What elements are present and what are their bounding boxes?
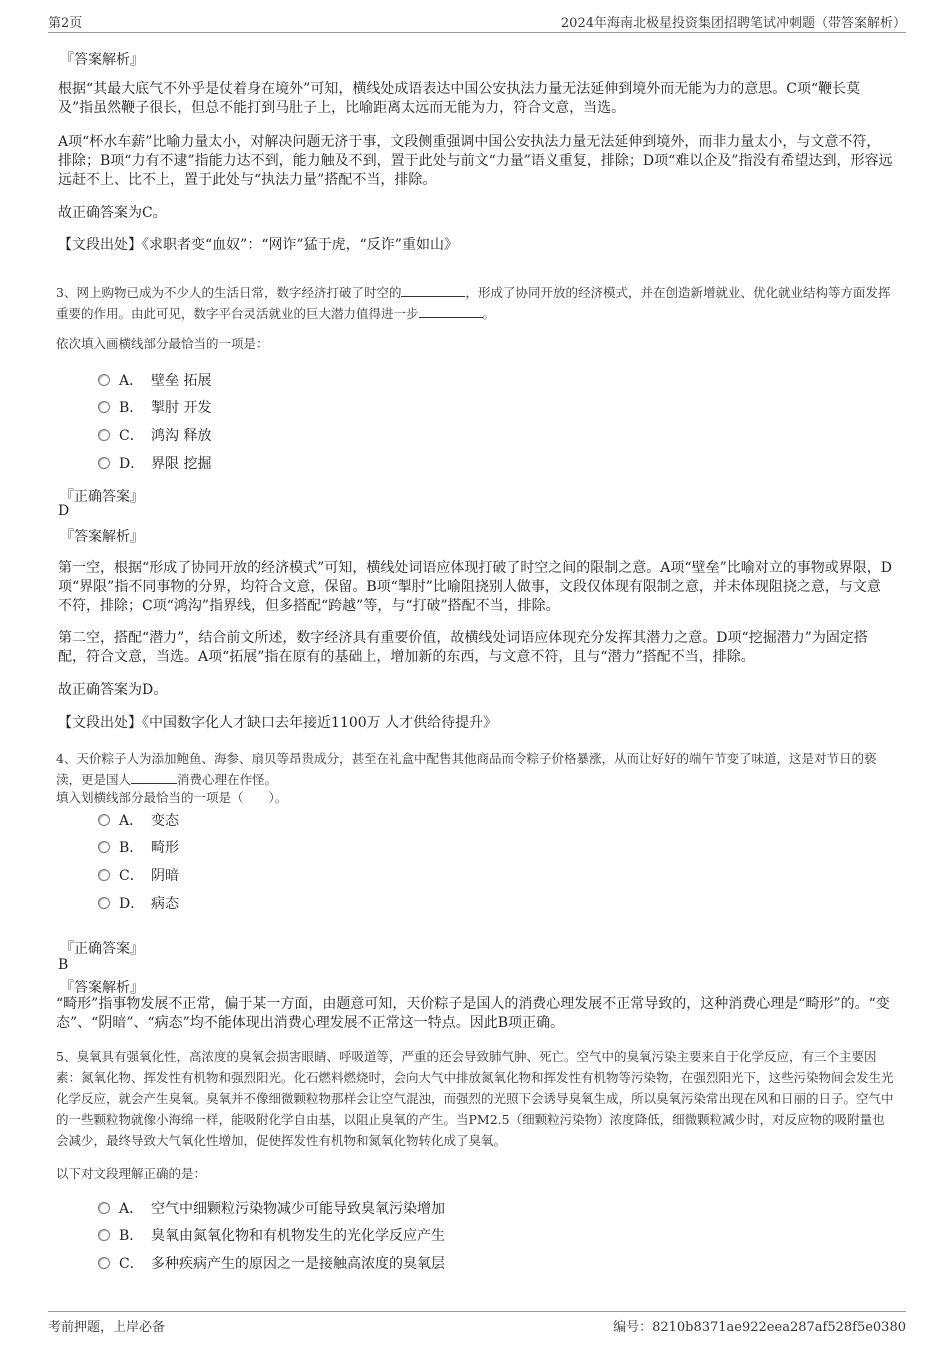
radio-button[interactable] <box>98 869 110 881</box>
correct-answer: B <box>58 957 69 973</box>
document-id: 编号：8210b8371ae922eea287af528f5e0380 <box>613 1320 906 1335</box>
radio-button[interactable] <box>98 429 110 441</box>
correct-answer-label: 『正确答案』 <box>60 941 144 957</box>
fill-blank <box>419 305 483 318</box>
radio-button[interactable] <box>98 897 110 909</box>
option-a[interactable]: A． 空气中细颗粒污染物减少可能导致臭氧污染增加 <box>98 1199 445 1219</box>
footer-slogan: 考前押题，上岸必备 <box>48 1320 166 1335</box>
page-header <box>48 12 906 33</box>
option-a[interactable]: A． 变态 <box>98 811 179 831</box>
option-b[interactable]: B． 掣肘 开发 <box>98 398 211 418</box>
option-c[interactable]: C． 鸿沟 释放 <box>98 426 211 446</box>
option-d[interactable]: D． 界限 挖掘 <box>98 454 211 474</box>
option-c[interactable]: C． 阴暗 <box>98 866 179 886</box>
option-b[interactable]: B． 畸形 <box>98 838 179 858</box>
analysis-label: 『答案解析』 <box>60 980 144 996</box>
question-prompt: 依次填入画横线部分最恰当的一项是： <box>56 336 269 351</box>
question-stem: 3、网上购物已成为不少人的生活日常，数字经济打破了时空的 ，形成了协同开放的经济模式，并在创造新增就业、优化就业结构等方面发挥重要的作用。由此可见，数字平台灵活就业的巨大潜力值得进一步 。 <box>56 285 891 321</box>
correct-answer-label: 『正确答案』 <box>60 489 144 505</box>
radio-button[interactable] <box>98 1229 110 1241</box>
analysis-label: 『答案解析』 <box>60 52 144 68</box>
question-prompt: 以下对文段理解正确的是： <box>56 1166 207 1181</box>
option-c[interactable]: C． 多种疾病产生的原因之一是接触高浓度的臭氧层 <box>98 1254 445 1274</box>
radio-button[interactable] <box>98 401 110 413</box>
analysis-paragraph: 第二空，搭配“潜力”，结合前文所述，数字经济具有重要价值，故横线处词语应体现充分发挥其潜力之意。D项“挖掘潜力”为固定搭配，符合文意，当选。A项“拓展”指在原有的基础上，增加新的东西，与文意不符，且与“潜力”搭配不当，排除。 <box>58 630 868 665</box>
analysis-conclusion: 故正确答案为C。 <box>58 205 167 221</box>
page-footer <box>48 1311 906 1336</box>
option-b[interactable]: B． 臭氧由氮氧化物和有机物发生的光化学反应产生 <box>98 1226 445 1246</box>
analysis-paragraph: 根据“其最大底气不外乎是仗着身在境外”可知，横线处成语表达中国公安执法力量无法延伸到境外而无能为力的意思。C项“鞭长莫及”指虽然鞭子很长，但总不能打到马肚子上，比喻距离太远而无能为力，符合文意，当选。 <box>58 81 861 116</box>
radio-button[interactable] <box>98 814 110 826</box>
analysis-paragraph: A项“杯水车薪”比喻力量太小，对解决问题无济于事，文段侧重强调中国公安执法力量无法延伸到境外，而非力量太小，与文意不符，排除；B项“力有不逮”指能力达不到，能力触及不到，置于此处与前文“力量”语义重复，排除；D项“难以企及”指没有希望达到，形容远远赶不上、比不上，置于此处与“执法力量”搭配不当，排除。 <box>58 134 893 188</box>
fill-blank <box>401 284 465 297</box>
text-source: 【文段出处】《求职者变“血奴”：“网诈”猛于虎，“反诈”重如山》 <box>58 237 458 253</box>
question-prompt: 填入划横线部分最恰当的一项是（ ）。 <box>56 790 288 805</box>
page-number: 第2页 <box>48 16 83 31</box>
analysis-paragraph: “畸形”指事物发展不正常，偏于某一方面，由题意可知，天价粽子是国人的消费心理发展不正常导致的，这种消费心理是“畸形”的。“变态”、“阴暗”、“病态”均不能体现出消费心理发展不正常这一特点。因此B项正确。 <box>56 996 890 1031</box>
document-title: 2024年海南北极星投资集团招聘笔试冲刺题（带答案解析） <box>560 16 906 31</box>
radio-button[interactable] <box>98 1202 110 1214</box>
question-stem: 4、天价粽子人为添加鲍鱼、海参、扇贝等昂贵成分，甚至在礼盒中配售其他商品而令粽子价格暴涨，从而让好好的端午节变了味道，这是对节日的亵渎，更是国人 消费心理在作怪。 <box>56 751 877 787</box>
fill-blank <box>131 771 177 784</box>
text-source: 【文段出处】《中国数字化人才缺口去年接近1100万 人才供给待提升》 <box>58 715 498 731</box>
radio-button[interactable] <box>98 374 110 386</box>
analysis-label: 『答案解析』 <box>60 529 144 545</box>
option-a[interactable]: A． 壁垒 拓展 <box>98 371 211 391</box>
radio-button[interactable] <box>98 1257 110 1269</box>
option-d[interactable]: D． 病态 <box>98 894 179 914</box>
correct-answer: D <box>58 503 70 519</box>
question-stem: 5、臭氧具有强氧化性，高浓度的臭氧会损害眼睛、呼吸道等，严重的还会导致肺气肿、死亡。空气中的臭氧污染主要来自于化学反应，有三个主要因素：氮氧化物、挥发性有机物和强烈阳光。化石燃料燃烧时，会向大气中排放氮氧化物和挥发性有机物等污染物，在强烈阳光下，这些污染物间会发生光化学反应，就会产生臭氧。臭氧并不像细微颗粒物那样会让空气混浊，而强烈的光照下会诱导臭氧生成，所以臭氧污染常出现在风和日丽的日子。空气中的一些颗粒物就像小海绵一样，能吸附化学自由基，以阻止臭氧的产生。当PM2.5（细颗粒污染物）浓度降低，细微颗粒减少时，对反应物的吸附量也会减少，最终导致大气氧化性增加，促使挥发性有机物和氮氧化物转化成了臭氧。 <box>56 1049 894 1148</box>
analysis-conclusion: 故正确答案为D。 <box>58 682 168 698</box>
radio-button[interactable] <box>98 457 110 469</box>
analysis-paragraph: 第一空，根据“形成了协同开放的经济模式”可知，横线处词语应体现打破了时空之间的限制之意。A项“壁垒”比喻对立的事物或界限，D项“界限”指不同事物的分界，均符合文意，保留。B项“掣肘”比喻阻挠别人做事，文段仅体现有限制之意，并未体现阻挠之意，与文意不符，排除；C项“鸿沟”指界线，但多搭配“跨越”等，与“打破”搭配不当，排除。 <box>58 560 892 614</box>
radio-button[interactable] <box>98 841 110 853</box>
